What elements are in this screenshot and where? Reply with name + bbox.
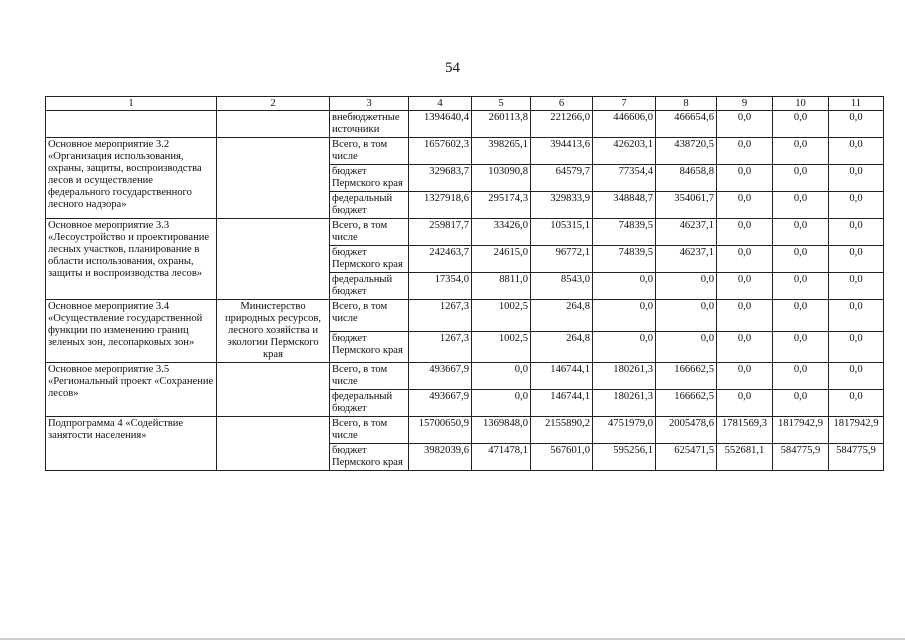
amount-cell: 15700650,9 (409, 417, 472, 444)
amount-cell: 348848,7 (593, 192, 656, 219)
amount-cell: 0,0 (829, 390, 884, 417)
amount-cell: 493667,9 (409, 363, 472, 390)
amount-cell: 0,0 (593, 300, 656, 332)
amount-cell: 64579,7 (531, 165, 593, 192)
amount-cell: 493667,9 (409, 390, 472, 417)
funding-source: Всего, в том числе (330, 138, 409, 165)
amount-cell: 1817942,9 (773, 417, 829, 444)
amount-cell: 3982039,6 (409, 444, 472, 471)
amount-cell: 1817942,9 (829, 417, 884, 444)
amount-cell: 584775,9 (829, 444, 884, 471)
amount-cell: 329683,7 (409, 165, 472, 192)
column-header: 5 (472, 97, 531, 111)
activity-description: Основное мероприятие 3.5 «Региональный проект «Сохранение лесов» (46, 363, 217, 417)
executor-cell (217, 219, 330, 300)
column-header: 1 (46, 97, 217, 111)
amount-cell: 584775,9 (773, 444, 829, 471)
funding-source: бюджет Пермского края (330, 444, 409, 471)
amount-cell: 394413,6 (531, 138, 593, 165)
activity-description: Основное мероприятие 3.4 «Осуществление государственной функции по изменению границ зеленых зон, лесопарковых зон» (46, 300, 217, 363)
amount-cell: 0,0 (829, 273, 884, 300)
amount-cell: 0,0 (773, 273, 829, 300)
amount-cell: 259817,7 (409, 219, 472, 246)
amount-cell: 0,0 (593, 331, 656, 363)
amount-cell: 0,0 (656, 331, 717, 363)
executor-cell (217, 417, 330, 471)
budget-table (45, 96, 884, 471)
column-header: 6 (531, 97, 593, 111)
amount-cell: 0,0 (773, 165, 829, 192)
table-header-row (46, 97, 884, 111)
amount-cell: 1267,3 (409, 331, 472, 363)
amount-cell: 264,8 (531, 300, 593, 332)
amount-cell: 398265,1 (472, 138, 531, 165)
amount-cell: 595256,1 (593, 444, 656, 471)
amount-cell: 96772,1 (531, 246, 593, 273)
column-header: 7 (593, 97, 656, 111)
amount-cell: 0,0 (717, 111, 773, 138)
funding-source: Всего, в том числе (330, 363, 409, 390)
amount-cell: 0,0 (472, 390, 531, 417)
table-body (46, 111, 884, 471)
amount-cell: 567601,0 (531, 444, 593, 471)
amount-cell: 0,0 (717, 331, 773, 363)
page-number: 54 (445, 60, 460, 76)
funding-source: Всего, в том числе (330, 417, 409, 444)
amount-cell: 0,0 (773, 300, 829, 332)
amount-cell: 0,0 (717, 390, 773, 417)
amount-cell: 446606,0 (593, 111, 656, 138)
amount-cell: 625471,5 (656, 444, 717, 471)
amount-cell: 180261,3 (593, 390, 656, 417)
amount-cell: 0,0 (773, 331, 829, 363)
amount-cell: 426203,1 (593, 138, 656, 165)
column-header: 11 (829, 97, 884, 111)
amount-cell: 354061,7 (656, 192, 717, 219)
amount-cell: 77354,4 (593, 165, 656, 192)
amount-cell: 0,0 (829, 165, 884, 192)
funding-source: бюджет Пермского края (330, 331, 409, 363)
amount-cell: 2155890,2 (531, 417, 593, 444)
amount-cell: 146744,1 (531, 390, 593, 417)
amount-cell: 4751979,0 (593, 417, 656, 444)
amount-cell: 1327918,6 (409, 192, 472, 219)
column-header: 4 (409, 97, 472, 111)
amount-cell: 0,0 (717, 138, 773, 165)
amount-cell: 24615,0 (472, 246, 531, 273)
amount-cell: 0,0 (829, 363, 884, 390)
amount-cell: 471478,1 (472, 444, 531, 471)
amount-cell: 0,0 (717, 165, 773, 192)
executor-cell (217, 138, 330, 219)
table-row (46, 138, 884, 165)
amount-cell: 166662,5 (656, 363, 717, 390)
amount-cell: 242463,7 (409, 246, 472, 273)
amount-cell: 46237,1 (656, 219, 717, 246)
amount-cell: 0,0 (773, 138, 829, 165)
funding-source: бюджет Пермского края (330, 165, 409, 192)
amount-cell: 103090,8 (472, 165, 531, 192)
amount-cell: 0,0 (773, 363, 829, 390)
amount-cell: 0,0 (829, 331, 884, 363)
amount-cell: 0,0 (717, 363, 773, 390)
amount-cell: 2005478,6 (656, 417, 717, 444)
amount-cell: 17354,0 (409, 273, 472, 300)
amount-cell: 0,0 (717, 300, 773, 332)
amount-cell: 1394640,4 (409, 111, 472, 138)
executor-cell (217, 111, 330, 138)
amount-cell: 0,0 (773, 390, 829, 417)
amount-cell: 264,8 (531, 331, 593, 363)
table-row (46, 300, 884, 332)
amount-cell: 295174,3 (472, 192, 531, 219)
activity-description: Основное мероприятие 3.3 «Лесоустройство и проектирование лесных участков, планирование в области использования, охраны, защиты и воспроизводства лесов» (46, 219, 217, 300)
table-row (46, 111, 884, 138)
amount-cell: 0,0 (773, 246, 829, 273)
amount-cell: 329833,9 (531, 192, 593, 219)
amount-cell: 46237,1 (656, 246, 717, 273)
amount-cell: 0,0 (829, 111, 884, 138)
column-header: 9 (717, 97, 773, 111)
amount-cell: 0,0 (656, 273, 717, 300)
table-row (46, 417, 884, 444)
amount-cell: 552681,1 (717, 444, 773, 471)
amount-cell: 1002,5 (472, 331, 531, 363)
amount-cell: 221266,0 (531, 111, 593, 138)
amount-cell: 0,0 (829, 246, 884, 273)
amount-cell: 0,0 (773, 219, 829, 246)
funding-source: внебюджетные источники (330, 111, 409, 138)
funding-source: федеральный бюджет (330, 273, 409, 300)
amount-cell: 0,0 (829, 300, 884, 332)
activity-description (46, 111, 217, 138)
amount-cell: 84658,8 (656, 165, 717, 192)
amount-cell: 0,0 (773, 111, 829, 138)
executor-cell: Министерство природных ресурсов, лесного хозяйства и экологии Пермского края (217, 300, 330, 363)
amount-cell: 146744,1 (531, 363, 593, 390)
column-header: 3 (330, 97, 409, 111)
amount-cell: 74839,5 (593, 246, 656, 273)
funding-source: бюджет Пермского края (330, 246, 409, 273)
amount-cell: 1657602,3 (409, 138, 472, 165)
amount-cell: 74839,5 (593, 219, 656, 246)
executor-cell (217, 363, 330, 417)
amount-cell: 33426,0 (472, 219, 531, 246)
amount-cell: 0,0 (717, 219, 773, 246)
amount-cell: 105315,1 (531, 219, 593, 246)
table-row (46, 363, 884, 390)
funding-source: Всего, в том числе (330, 219, 409, 246)
amount-cell: 0,0 (472, 363, 531, 390)
amount-cell: 180261,3 (593, 363, 656, 390)
funding-source: федеральный бюджет (330, 390, 409, 417)
amount-cell: 0,0 (773, 192, 829, 219)
amount-cell: 0,0 (717, 192, 773, 219)
amount-cell: 0,0 (717, 273, 773, 300)
table-row (46, 219, 884, 246)
amount-cell: 438720,5 (656, 138, 717, 165)
amount-cell: 0,0 (829, 192, 884, 219)
amount-cell: 8811,0 (472, 273, 531, 300)
column-header: 2 (217, 97, 330, 111)
amount-cell: 0,0 (717, 246, 773, 273)
amount-cell: 0,0 (593, 273, 656, 300)
amount-cell: 166662,5 (656, 390, 717, 417)
amount-cell: 1781569,3 (717, 417, 773, 444)
amount-cell: 0,0 (829, 138, 884, 165)
amount-cell: 260113,8 (472, 111, 531, 138)
activity-description: Основное мероприятие 3.2 «Организация использования, охраны, защиты, воспроизводства лесов и осуществление федерального государственного лесного надзора» (46, 138, 217, 219)
amount-cell: 466654,6 (656, 111, 717, 138)
column-header: 8 (656, 97, 717, 111)
amount-cell: 0,0 (829, 219, 884, 246)
amount-cell: 1369848,0 (472, 417, 531, 444)
amount-cell: 8543,0 (531, 273, 593, 300)
amount-cell: 0,0 (656, 300, 717, 332)
amount-cell: 1267,3 (409, 300, 472, 332)
activity-description: Подпрограмма 4 «Содействие занятости населения» (46, 417, 217, 471)
column-header: 10 (773, 97, 829, 111)
funding-source: федеральный бюджет (330, 192, 409, 219)
amount-cell: 1002,5 (472, 300, 531, 332)
funding-source: Всего, в том числе (330, 300, 409, 332)
